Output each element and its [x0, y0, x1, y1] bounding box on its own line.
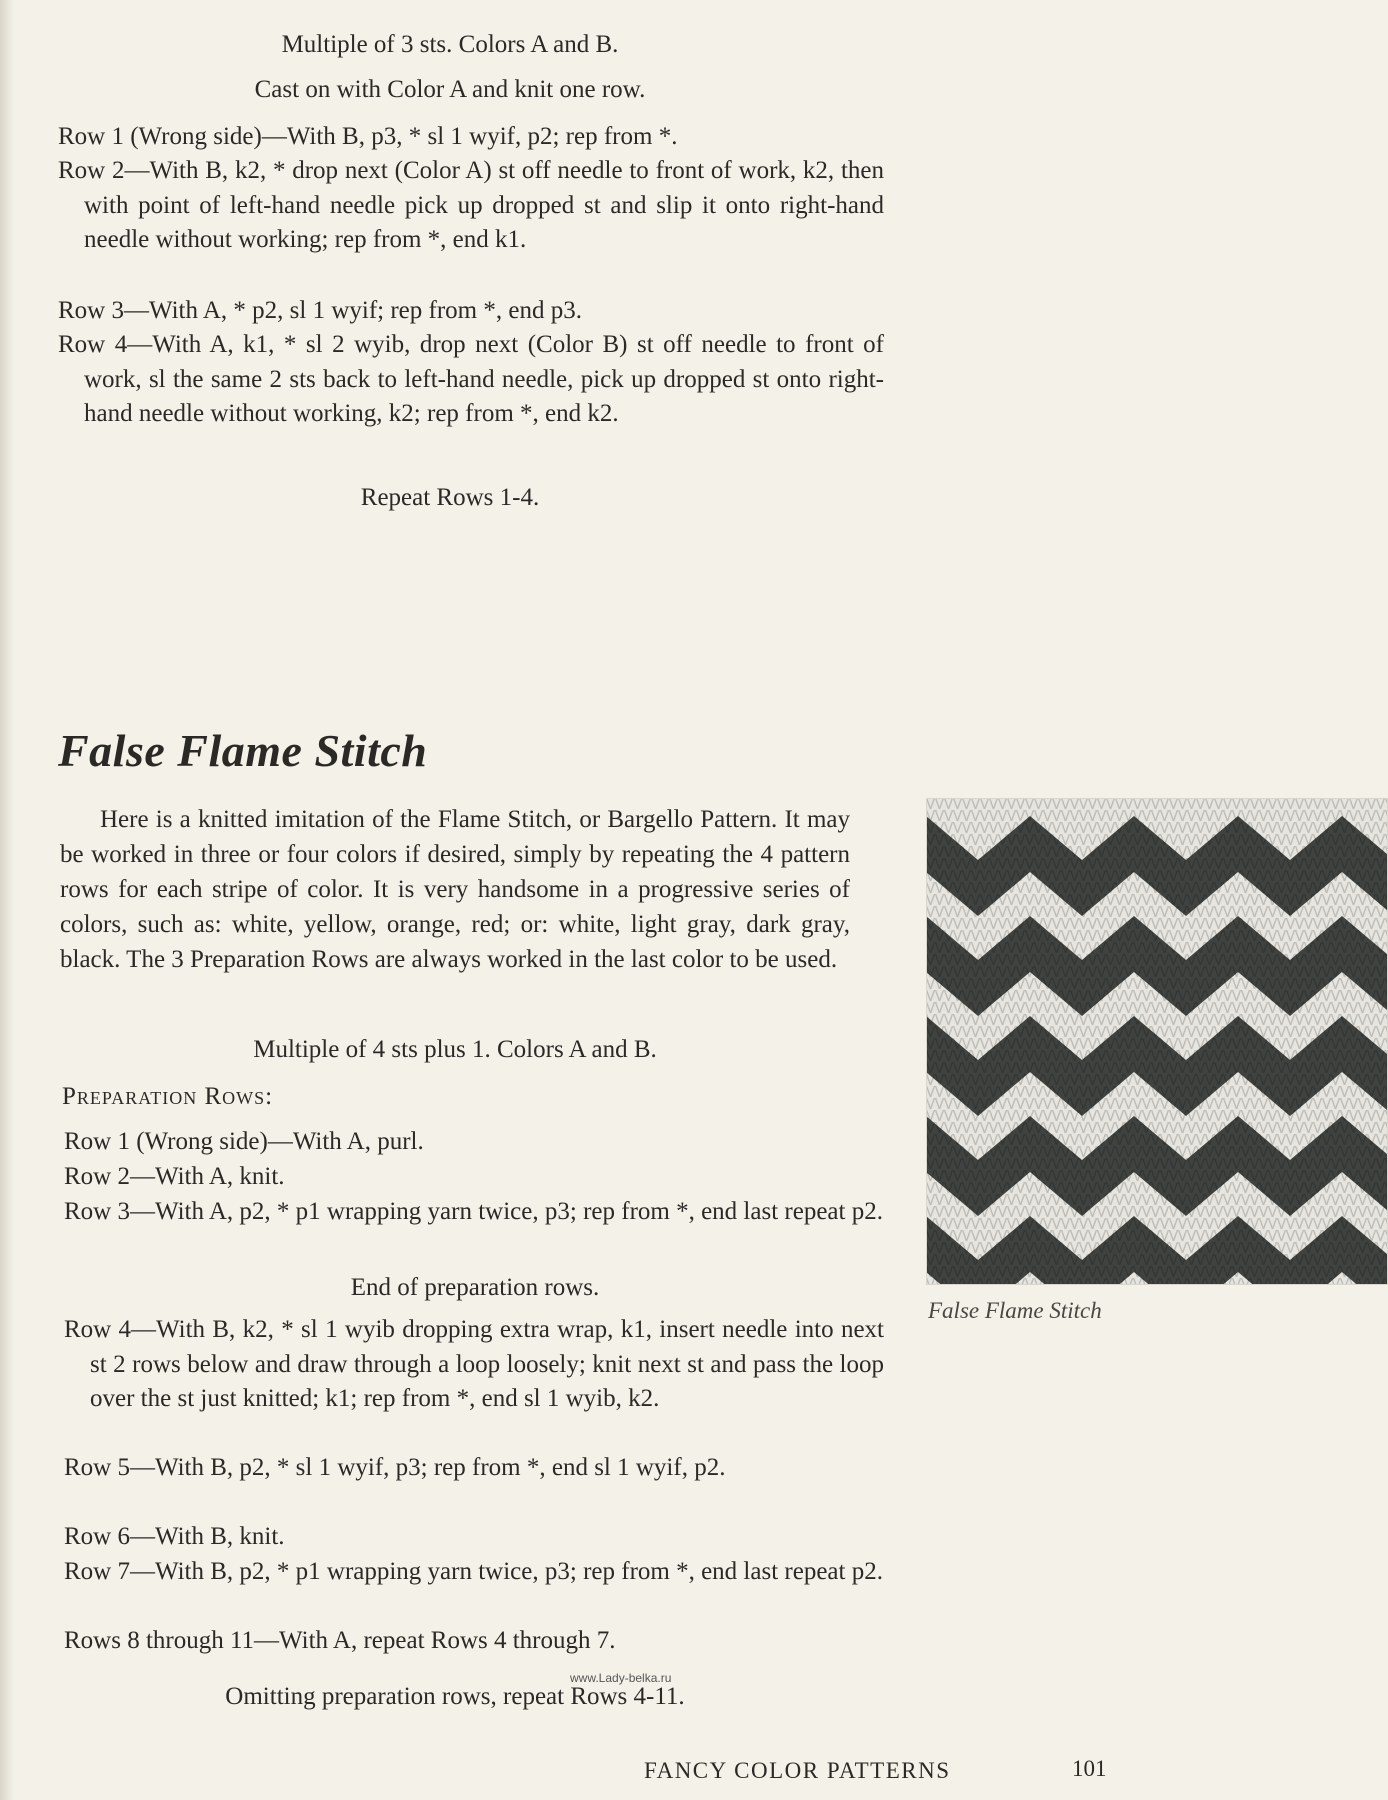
prep-row-3: Row 3—With A, p2, * p1 wrapping yarn twice, p3; rep from *, end last repeat p2. [64, 1198, 883, 1225]
section-title: False Flame Stitch [58, 725, 428, 776]
top-row-2: Row 2—With B, k2, * drop next (Color A) st off needle to front of work, k2, then with point of left-hand needle pick up dropped st and slip it onto right-hand needle without working; rep from *, end k1. [58, 157, 884, 253]
top-row-3: Row 3—With A, * p2, sl 1 wyif; rep from *, end p3. [58, 297, 582, 324]
swatch-caption: False Flame Stitch [928, 1298, 1102, 1323]
intro-paragraph: Here is a knitted imitation of the Flame Stitch, or Bargello Pattern. It may be worked in three or four colors if desired, simply by repeating the 4 pattern rows for each stripe of color. It is very handsome in a progressive series of colors, such as: white, yellow, orange, red; or: white, light gray, dark gray, black. The 3 Preparation Rows are always worked in the last color to be used. [60, 806, 850, 973]
top-cast-on-line: Cast on with Color A and knit one row. [254, 76, 646, 103]
flame-repeat-line: Omitting preparation rows, repeat Rows 4-11. [225, 1683, 685, 1710]
top-row-4: Row 4—With A, k1, * sl 2 wyib, drop next (Color B) st off needle to front of work, sl the same 2 sts back to left-hand needle, pick up dropped st onto right-hand needle without working, k2; rep from *, end k2. [58, 331, 884, 427]
page-number: 101 [1072, 1756, 1107, 1781]
top-multiple-line: Multiple of 3 sts. Colors A and B. [281, 31, 619, 58]
flame-row-4: Row 4—With B, k2, * sl 1 wyib dropping extra wrap, k1, insert needle into next st 2 rows below and draw through a loop loosely; knit next st and pass the loop over the st just knitted; k1; rep from *, end sl 1 wyib, k2. [64, 1316, 884, 1412]
top-row-1: Row 1 (Wrong side)—With B, p3, * sl 1 wyif, p2; rep from *. [58, 123, 678, 150]
prep-row-1: Row 1 (Wrong side)—With A, purl. [64, 1128, 424, 1155]
flame-row-6: Row 6—With B, knit. [64, 1523, 285, 1550]
flame-row-5: Row 5—With B, p2, * sl 1 wyif, p3; rep from *, end sl 1 wyif, p2. [64, 1454, 726, 1481]
prep-end-line: End of preparation rows. [350, 1274, 600, 1301]
prep-row-2: Row 2—With A, knit. [64, 1163, 285, 1190]
flame-row-7: Row 7—With B, p2, * p1 wrapping yarn twice, p3; rep from *, end last repeat p2. [64, 1558, 883, 1585]
top-repeat-line: Repeat Rows 1-4. [360, 484, 540, 511]
false-flame-swatch-image [926, 798, 1388, 1285]
flame-multiple-line: Multiple of 4 sts plus 1. Colors A and B. [253, 1036, 657, 1063]
flame-row-8-11: Rows 8 through 11—With A, repeat Rows 4 through 7. [64, 1627, 616, 1654]
watermark-text: www.Lady-belka.ru [570, 1671, 672, 1685]
running-footer: FANCY COLOR PATTERNS [644, 1758, 951, 1783]
preparation-rows-heading: Preparation Rows: [62, 1083, 274, 1110]
page-gutter-shadow [0, 0, 14, 1800]
